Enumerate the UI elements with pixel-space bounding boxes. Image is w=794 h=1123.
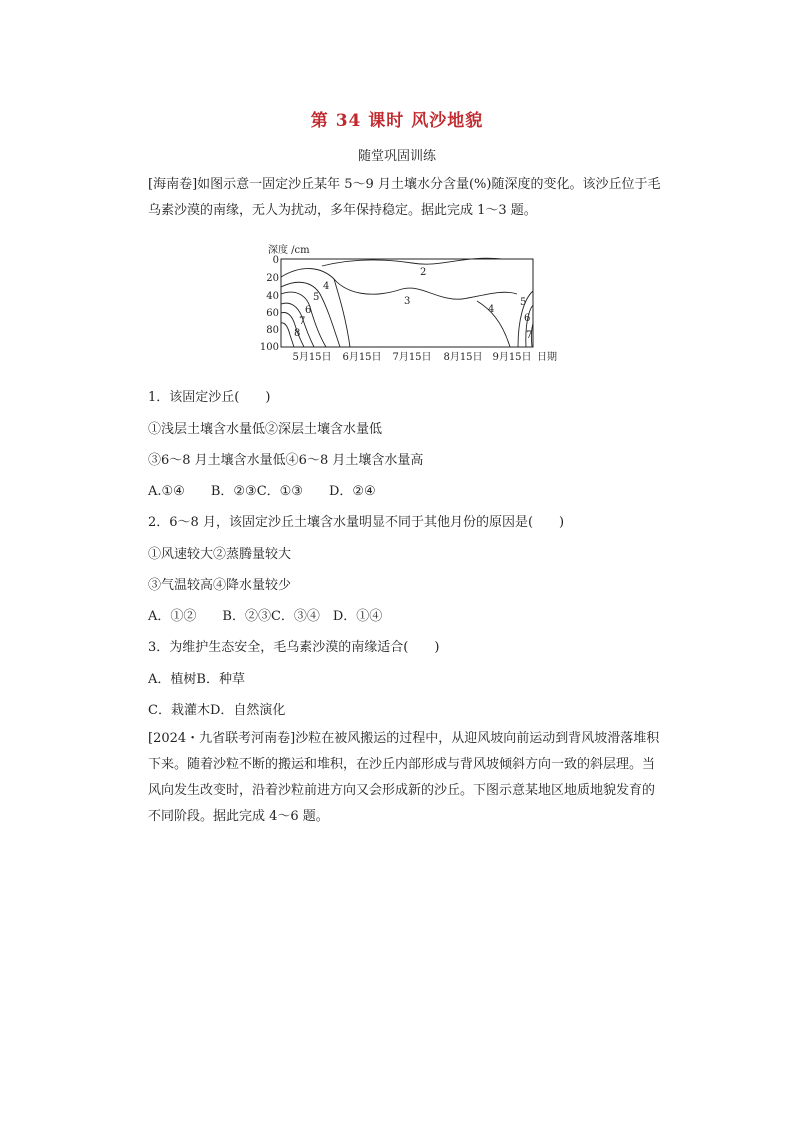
page-title: 第 34 课时 风沙地貌 xyxy=(310,111,484,131)
x-tick-jul15: 7月15日 xyxy=(392,352,432,363)
y-tick-40: 40 xyxy=(266,291,279,302)
passage-intro-2 xyxy=(148,726,663,830)
x-tick-sep15: 9月15日 xyxy=(492,352,532,363)
passage-text: [2024・九省联考河南卷]沙粒在被风搬运的过程中，从迎风坡向前运动到背风坡滑落堆积下来。随着沙粒不断的搬运和堆积，在沙丘内部形成与背风坡倾斜方向一致的斜层理。当风向发生改变时，沿着沙粒前进方向又会形成新的沙丘。下图示意某地区地质地貌发育的不同阶段。据此完成 4～6 题。 xyxy=(148,731,660,824)
question-1-options: A.①④ B．②③C．①③ D．②④ xyxy=(148,484,376,499)
contour-label-5-right: 5 xyxy=(520,297,527,308)
section-subtitle: 随堂巩固训练 xyxy=(357,149,436,164)
y-axis-title: 深度 /cm xyxy=(268,245,310,256)
contour-label-6-right: 6 xyxy=(524,313,531,324)
question-3-line-1: A．植树B．种草 xyxy=(148,672,245,687)
question-3-line-2: C．栽灌木D．自然演化 xyxy=(148,703,286,718)
passage-text: [海南卷]如图示意一固定沙丘某年 5～9 月土壤水分含量(%)随深度的变化。该沙丘位于毛乌素沙漠的南缘，无人为扰动，多年保持稳定。据此完成 1～3 题。 xyxy=(148,177,661,218)
question-1-line-1: ①浅层土壤含水量低②深层土壤含水量低 xyxy=(148,422,383,437)
contour-label-7: 7 xyxy=(299,316,306,327)
y-tick-labels xyxy=(260,255,279,353)
y-tick-0: 0 xyxy=(272,255,279,266)
contour-label-4: 4 xyxy=(323,281,330,292)
question-2-stem: 2．6～8 月，该固定沙丘土壤含水量明显不同于其他月份的原因是( ) xyxy=(148,515,565,530)
question-1-stem: 1．该固定沙丘( ) xyxy=(148,390,271,405)
contour-label-5: 5 xyxy=(313,292,320,303)
contour-label-3: 3 xyxy=(404,296,411,307)
contour-label-8: 8 xyxy=(294,328,301,339)
question-2-line-1: ①风速较大②蒸腾量较大 xyxy=(148,547,292,562)
question-3-stem: 3．为维护生态安全，毛乌素沙漠的南缘适合( ) xyxy=(148,640,440,655)
question-1-line-2: ③6～8 月土壤含水量低④6～8 月土壤含水量高 xyxy=(148,453,424,468)
y-tick-80: 80 xyxy=(266,325,279,336)
contour-label-2: 2 xyxy=(420,267,427,278)
x-tick-jun15: 6月15日 xyxy=(342,352,382,363)
passage-intro-1 xyxy=(148,172,663,224)
contour-8-left xyxy=(281,323,294,347)
contour-label-4-right: 4 xyxy=(488,304,495,315)
x-axis-title: 日期 xyxy=(537,352,557,363)
x-tick-labels xyxy=(292,350,557,363)
y-tick-20: 20 xyxy=(266,273,279,284)
question-2-options: A．①② B．②③C．③④ D．①④ xyxy=(148,609,383,624)
contour-label-7-right: 7 xyxy=(526,330,533,341)
y-tick-100: 100 xyxy=(259,342,279,353)
x-tick-aug15: 8月15日 xyxy=(443,352,483,363)
contour-labels xyxy=(294,267,532,341)
y-tick-60: 60 xyxy=(266,308,279,319)
question-2-line-2: ③气温较高④降水量较少 xyxy=(148,578,292,593)
x-tick-may15: 5月15日 xyxy=(292,352,332,363)
contour-label-6: 6 xyxy=(305,305,312,316)
soil-moisture-contour-figure xyxy=(259,239,572,364)
